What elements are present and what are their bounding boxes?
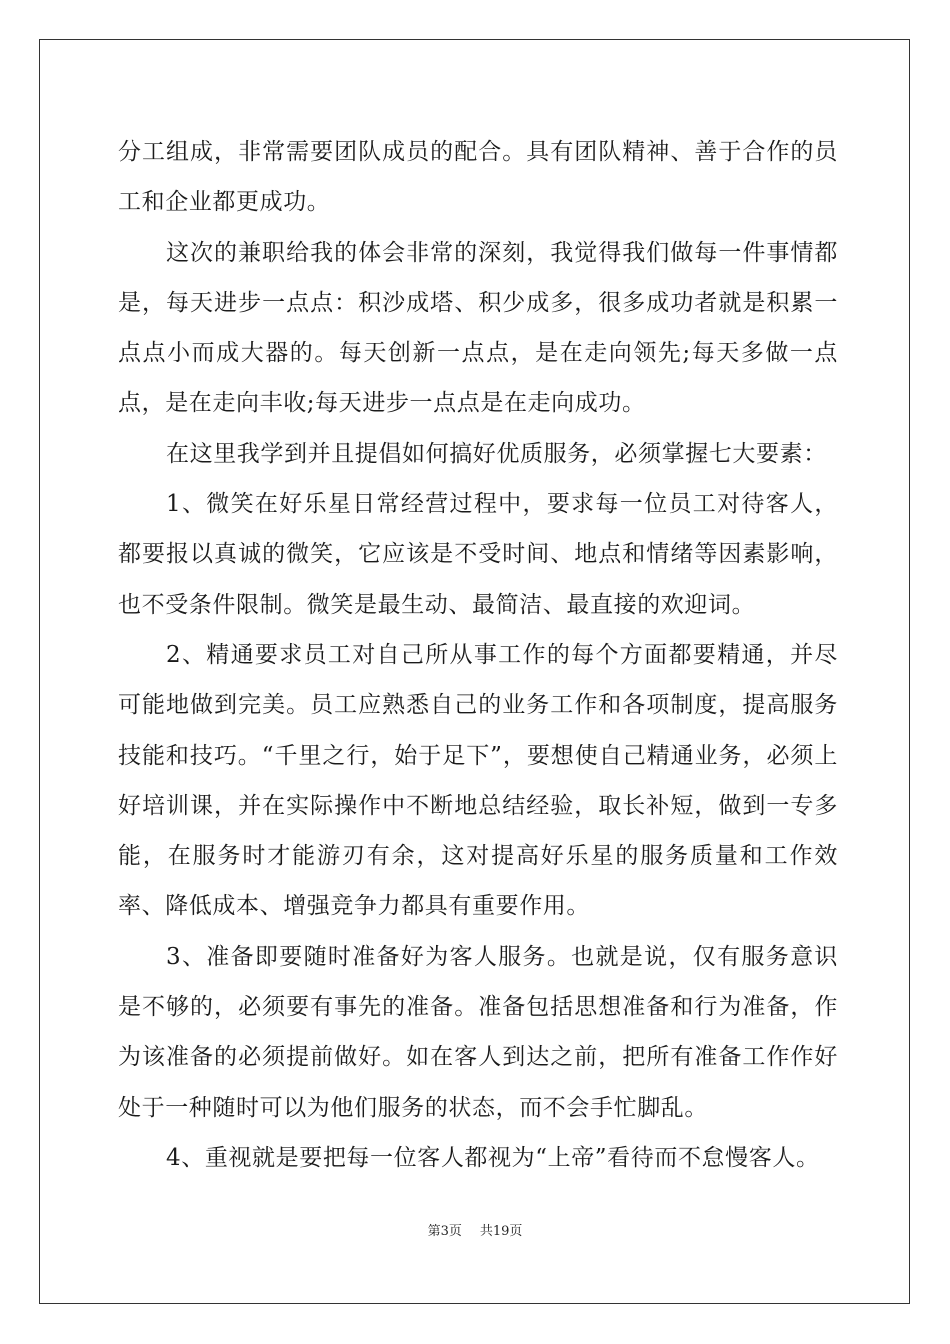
document-body xyxy=(118,127,838,1183)
paragraph: 4、重视就是要把每一位客人都视为“上帝”看待而不怠慢客人。 xyxy=(166,1144,820,1171)
paragraph: 2、精通要求员工对自己所从事工作的每个方面都要精通，并尽可能地做到完美。员工应熟悉自己的业务工作和各项制度，提高服务技能和技巧。“千里之行，始于足下”，要想使自己精通业务，必须上好培训课，并在实际操作中不断地总结经验，取长补短，做到一专多能，在服务时才能游刃有余，这对提高好乐星的服务质量和工作效率、降低成本、增强竞争力都具有重要作用。 xyxy=(118,641,838,920)
paragraph: 3、准备即要随时准备好为客人服务。也就是说，仅有服务意识是不够的，必须要有事先的准备。准备包括思想准备和行为准备，作为该准备的必须提前做好。如在客人到达之前，把所有准备工作作好处于一种随时可以为他们服务的状态，而不会手忙脚乱。 xyxy=(118,943,838,1121)
paragraph: 分工组成，非常需要团队成员的配合。具有团队精神、善于合作的员工和企业都更成功。 xyxy=(118,139,838,216)
page-number: 第3页 xyxy=(427,1224,462,1239)
total-pages: 共19页 xyxy=(479,1224,523,1239)
page-footer xyxy=(0,1220,950,1239)
paragraph: 1、微笑在好乐星日常经营过程中，要求每一位员工对待客人，都要报以真诚的微笑，它应该是不受时间、地点和情绪等因素影响，也不受条件限制。微笑是最生动、最简洁、最直接的欢迎词。 xyxy=(118,491,838,618)
paragraph: 在这里我学到并且提倡如何搞好优质服务，必须掌握七大要素： xyxy=(166,440,827,467)
paragraph: 这次的兼职给我的体会非常的深刻，我觉得我们做每一件事情都是，每天进步一点点：积沙成塔、积少成多，很多成功者就是积累一点点小而成大器的。每天创新一点点，是在走向领先;每天多做一点点，是在走向丰收;每天进步一点点是在走向成功。 xyxy=(118,239,838,417)
